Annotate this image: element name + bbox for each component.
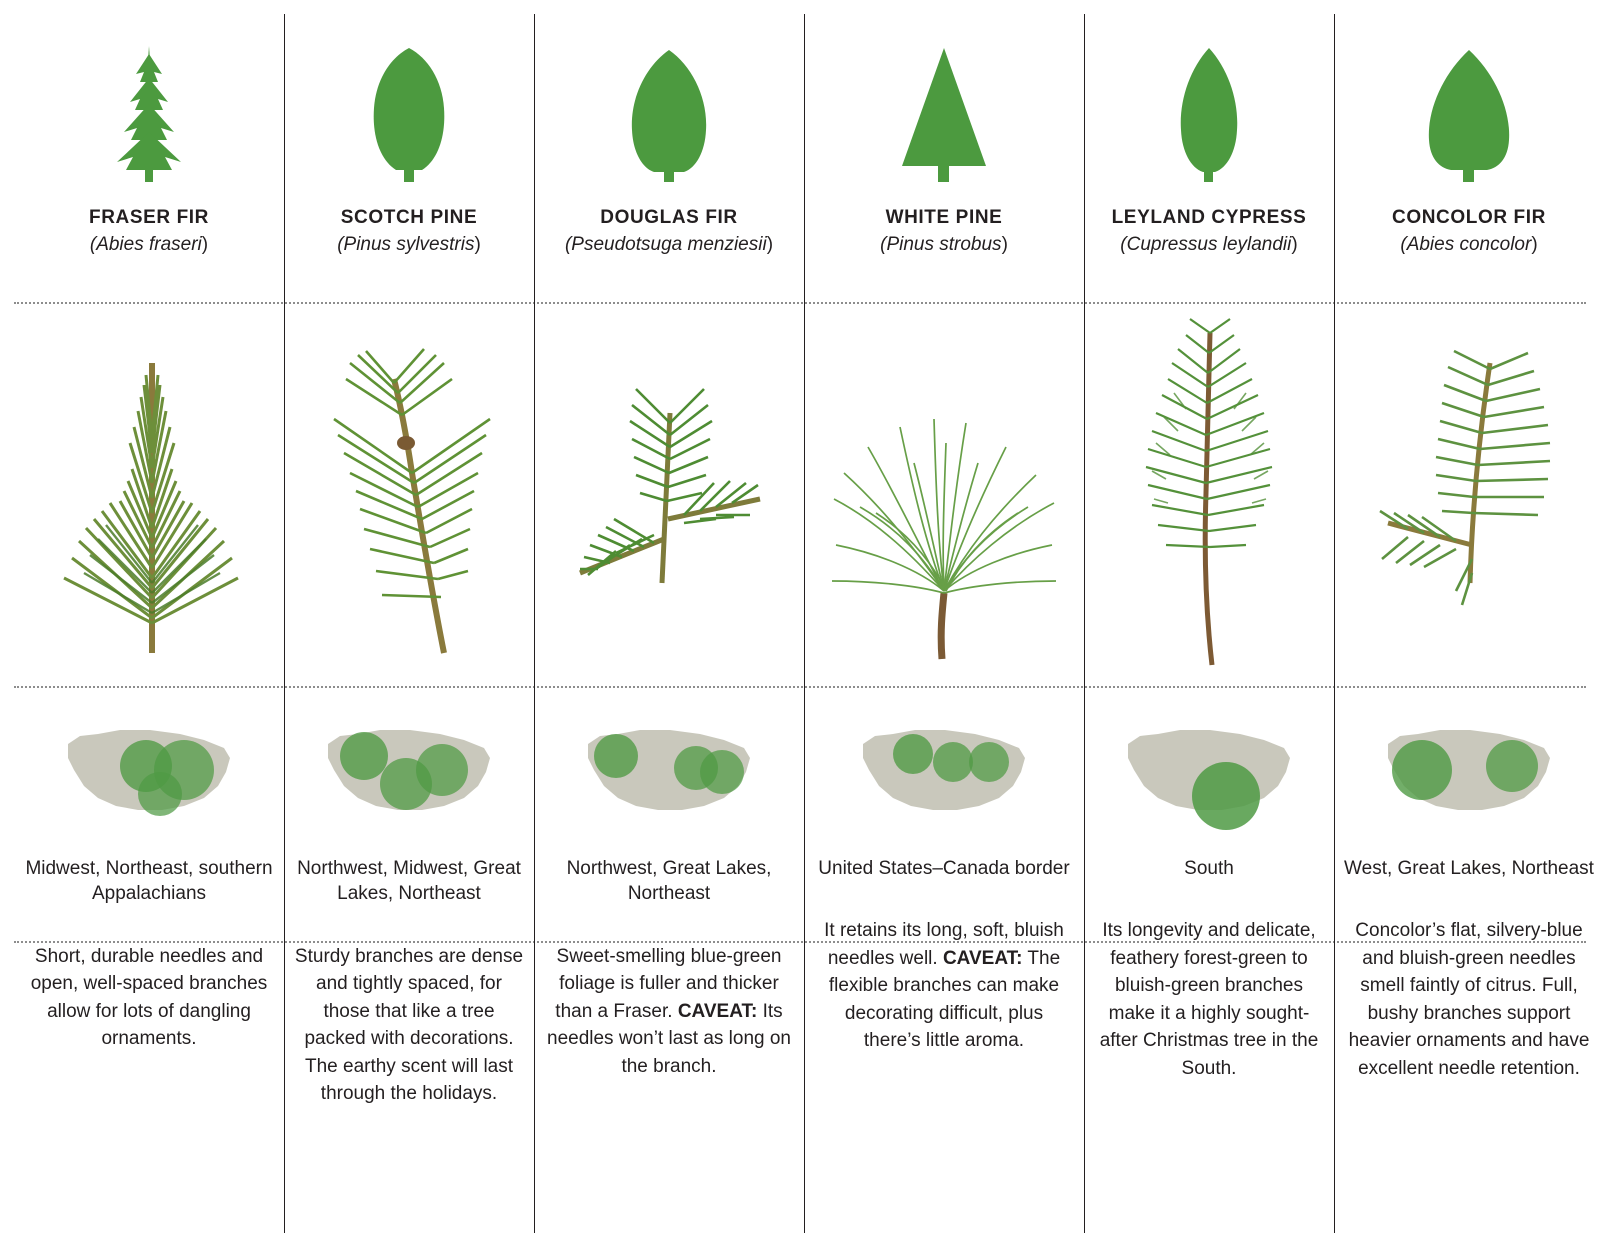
branch-section	[544, 300, 794, 686]
map-section	[814, 686, 1074, 846]
map-section	[294, 686, 524, 846]
douglas-fir-branch-icon	[544, 323, 794, 663]
region-label: Midwest, Northeast, southern Appalachians	[25, 858, 273, 905]
shape-section	[814, 0, 1074, 300]
description-text	[24, 907, 274, 1053]
shape-section	[544, 0, 794, 300]
region-label: Northwest, Great Lakes, Northeast	[566, 858, 772, 905]
us-map-icon	[54, 714, 244, 832]
caveat-label: CAVEAT:	[942, 947, 1023, 969]
white-pine-branch-icon	[814, 323, 1074, 663]
tree-column-leyland-cypress[interactable]	[1084, 0, 1334, 1243]
description-text	[544, 907, 794, 1081]
caveat-text: Its needles won’t last as long on the branch.	[547, 1000, 791, 1077]
common-name: WHITE PINE	[885, 207, 1003, 228]
latin-name-text: Pinus sylvestris	[343, 234, 475, 256]
latin-name: (Pseudotsuga menziesii)	[564, 234, 774, 256]
tree-column-fraser-fir[interactable]	[14, 0, 284, 1243]
us-map-icon	[314, 714, 504, 832]
narrow-cypress-tree-icon	[1149, 44, 1269, 184]
description-main: Sturdy branches are dense and tightly spaced, for those that like a tree packed with decorations. The earthy scent will last through the holidays.	[294, 945, 524, 1105]
concolor-fir-branch-icon	[1344, 323, 1594, 663]
broad-fir-tree-icon	[604, 44, 734, 184]
region-label: Northwest, Midwest, Great Lakes, Northeast	[297, 858, 521, 905]
map-section	[1344, 686, 1594, 846]
scotch-pine-branch-icon	[294, 323, 524, 663]
fraser-fir-branch-icon	[24, 323, 274, 663]
rounded-pine-tree-icon	[344, 44, 474, 184]
description-main: Short, durable needles and open, well-spaced branches allow for lots of dangling ornaments.	[30, 945, 268, 1050]
shape-section	[1094, 0, 1324, 300]
latin-name: (Abies concolor)	[1400, 234, 1538, 256]
wide-fir-tree-icon	[1399, 44, 1539, 184]
description-text	[1344, 881, 1594, 1082]
latin-name-text: Abies fraseri	[96, 234, 202, 256]
latin-name-text: Cupressus leylandii	[1126, 234, 1292, 256]
branch-section	[294, 300, 524, 686]
map-section	[544, 686, 794, 846]
common-name: CONCOLOR FIR	[1392, 207, 1546, 228]
tree-column-scotch-pine[interactable]	[284, 0, 534, 1243]
latin-name-text: Abies concolor	[1406, 234, 1532, 256]
shape-section	[1344, 0, 1594, 300]
tree-column-white-pine[interactable]	[804, 0, 1084, 1243]
latin-name: (Pinus strobus)	[880, 234, 1008, 256]
tree-column-concolor-fir[interactable]	[1334, 0, 1600, 1243]
conical-pine-tree-icon	[874, 44, 1014, 184]
region-label: South	[1184, 858, 1234, 879]
tree-column-douglas-fir[interactable]	[534, 0, 804, 1243]
common-name: LEYLAND CYPRESS	[1111, 207, 1307, 228]
common-name: DOUGLAS FIR	[600, 207, 738, 228]
map-section	[1094, 686, 1324, 846]
branch-section	[24, 300, 274, 686]
latin-name: (Abies fraseri)	[89, 234, 209, 256]
description-main: Sweet-smelling blue-green foliage is fuller and thicker than a Fraser.	[555, 945, 782, 1022]
common-name: SCOTCH PINE	[340, 207, 478, 228]
region-label: United States–Canada border	[818, 858, 1070, 879]
caveat-text: The flexible branches can make decorating difficult, plus there’s little aroma.	[828, 947, 1061, 1052]
description-main: It retains its long, soft, bluish needles well.	[824, 920, 1064, 969]
leyland-cypress-branch-icon	[1094, 313, 1324, 673]
branch-section	[1094, 300, 1324, 686]
common-name: FRASER FIR	[89, 207, 209, 228]
us-map-icon	[1114, 714, 1304, 832]
latin-name-text: Pinus strobus	[886, 234, 1002, 256]
region-label: West, Great Lakes, Northeast	[1344, 858, 1594, 879]
branch-section	[814, 300, 1074, 686]
latin-name-text: Pseudotsuga menziesii	[571, 234, 767, 256]
layered-fir-tree-icon	[84, 44, 214, 184]
description-text	[1094, 881, 1324, 1082]
description-text	[294, 907, 524, 1108]
latin-name: (Cupressus leylandii)	[1120, 234, 1298, 256]
shape-section	[294, 0, 524, 300]
us-map-icon	[574, 714, 764, 832]
shape-section	[24, 0, 274, 300]
description-main: Its longevity and delicate, feathery forest-green to bluish-green branches make it a highly sought-after Christmas tree in the South.	[1099, 920, 1319, 1079]
description-main: Concolor’s flat, silvery-blue and bluish-green needles smell faintly of citrus. Full, bushy branches support heavier ornaments and have excellent needle retention.	[1348, 920, 1590, 1079]
latin-name: (Pinus sylvestris)	[337, 234, 481, 256]
caveat-label: CAVEAT:	[677, 1000, 758, 1022]
us-map-icon	[1374, 714, 1564, 832]
description-text	[814, 881, 1074, 1055]
branch-section	[1344, 300, 1594, 686]
map-section	[24, 686, 274, 846]
us-map-icon	[849, 714, 1039, 832]
